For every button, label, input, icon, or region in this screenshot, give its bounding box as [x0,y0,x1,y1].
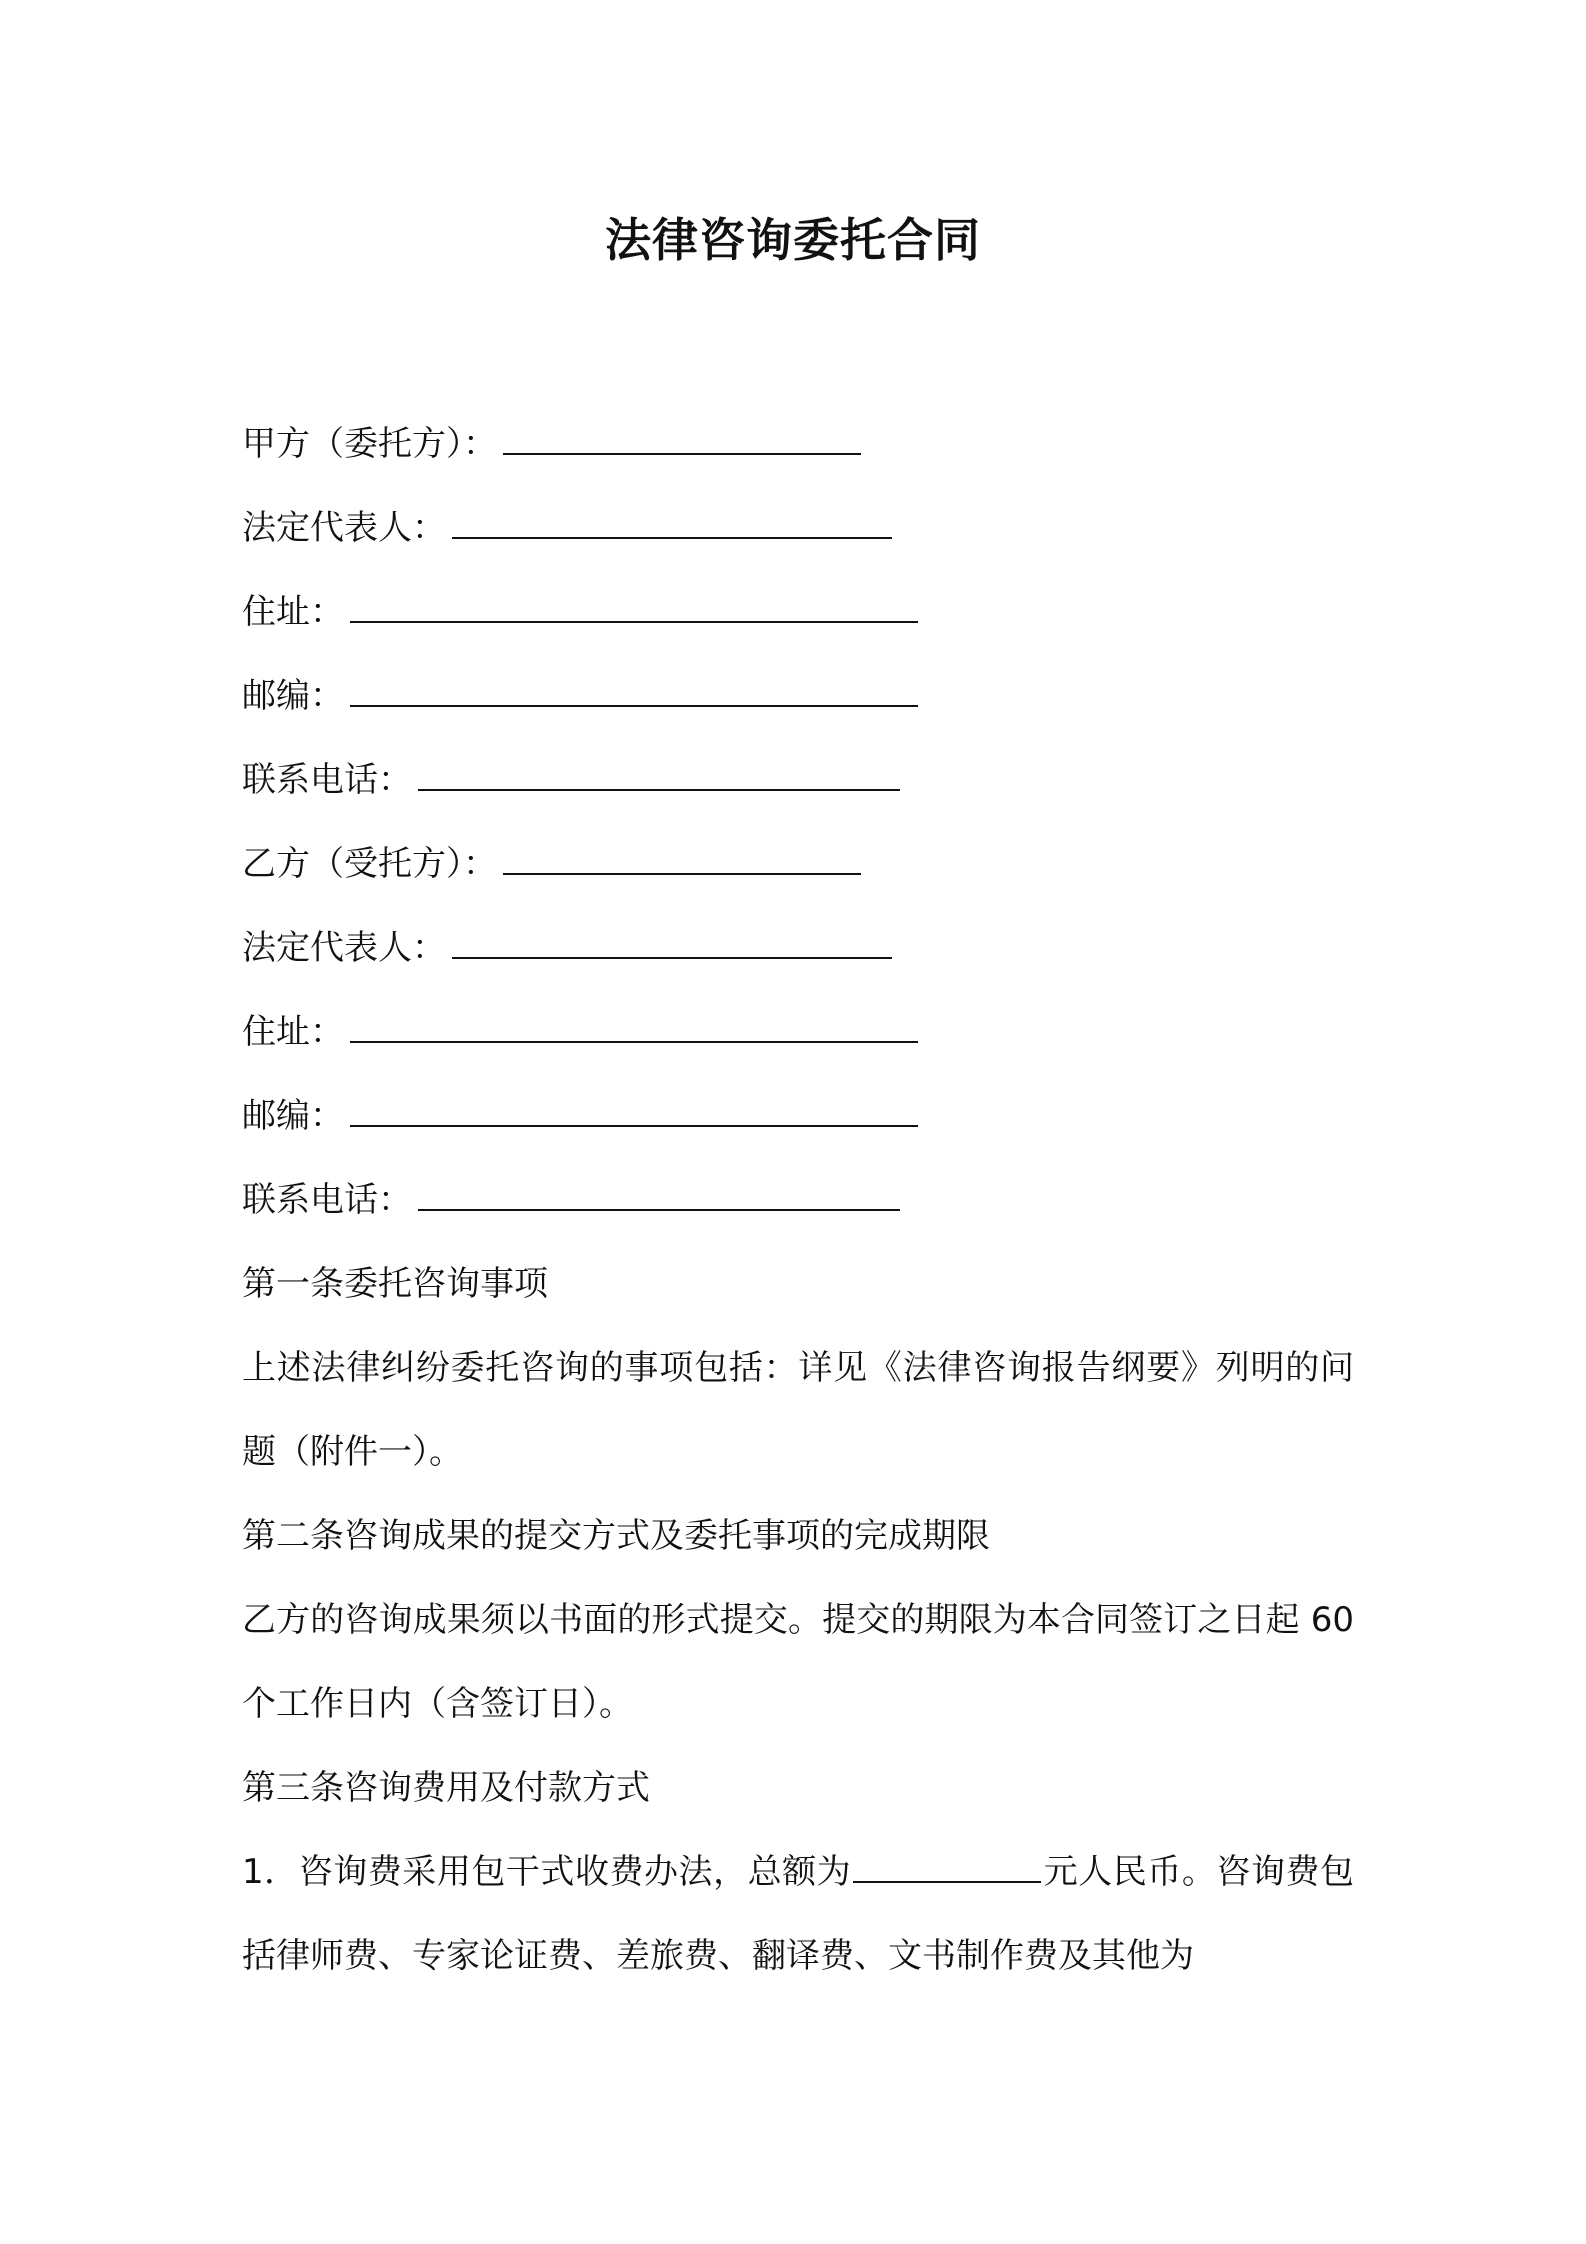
party-a-phone-blank [418,755,900,791]
article-2-text: 乙方的咨询成果须以书面的形式提交。提交的期限为本合同签订之日起 60 个工作日内（含签订日）。 [242,1600,1354,1724]
party-a-postcode-blank [350,671,918,707]
party-a-label: 甲方（委托方）： [242,424,497,464]
article-3-text [242,1830,1354,1998]
party-a-address-line [242,570,1354,654]
party-a-postcode-label: 邮编： [242,676,344,716]
party-a-phone-label: 联系电话： [242,760,412,800]
party-b-phone-line [242,1158,1354,1242]
party-b-postcode-label: 邮编： [242,1096,344,1136]
fee-amount-blank [853,1851,1041,1883]
party-b-address-line [242,990,1354,1074]
article-2-heading: 第二条咨询成果的提交方式及委托事项的完成期限 [242,1516,990,1556]
party-a-representative-line [242,486,1354,570]
party-b-postcode-blank [350,1091,918,1127]
party-a-address-label: 住址： [242,592,344,632]
article-1-text: 上述法律纠纷委托咨询的事项包括：详见《法律咨询报告纲要》列明的问题（附件一）。 [242,1348,1354,1472]
party-a-address-blank [350,587,918,623]
party-a-representative-label: 法定代表人： [242,508,446,548]
article-3-text-after: 元人民币。咨询费包括律师费、专家论证费、差旅费、翻译费、文书制作费及其他为 [242,1852,1355,1976]
party-b-label: 乙方（受托方）： [242,844,497,884]
party-b-blank [503,839,861,875]
document-body [242,402,1354,1998]
party-b-address-blank [350,1007,918,1043]
party-b-representative-line [242,906,1354,990]
article-3-heading: 第三条咨询费用及付款方式 [242,1768,650,1808]
party-b-line [242,822,1354,906]
party-a-representative-blank [452,503,892,539]
party-a-postcode-line [242,654,1354,738]
party-b-phone-blank [418,1175,900,1211]
article-3-text-before: 1．咨询费采用包干式收费办法，总额为 [242,1852,852,1892]
party-b-representative-label: 法定代表人： [242,928,446,968]
article-1-heading: 第一条委托咨询事项 [242,1264,548,1304]
party-a-phone-line [242,738,1354,822]
party-b-address-label: 住址： [242,1012,344,1052]
party-a-line [242,402,1354,486]
party-a-blank [503,419,861,455]
document-title: 法律咨询委托合同 [605,213,981,267]
party-b-representative-blank [452,923,892,959]
party-b-phone-label: 联系电话： [242,1180,412,1220]
party-b-postcode-line [242,1074,1354,1158]
